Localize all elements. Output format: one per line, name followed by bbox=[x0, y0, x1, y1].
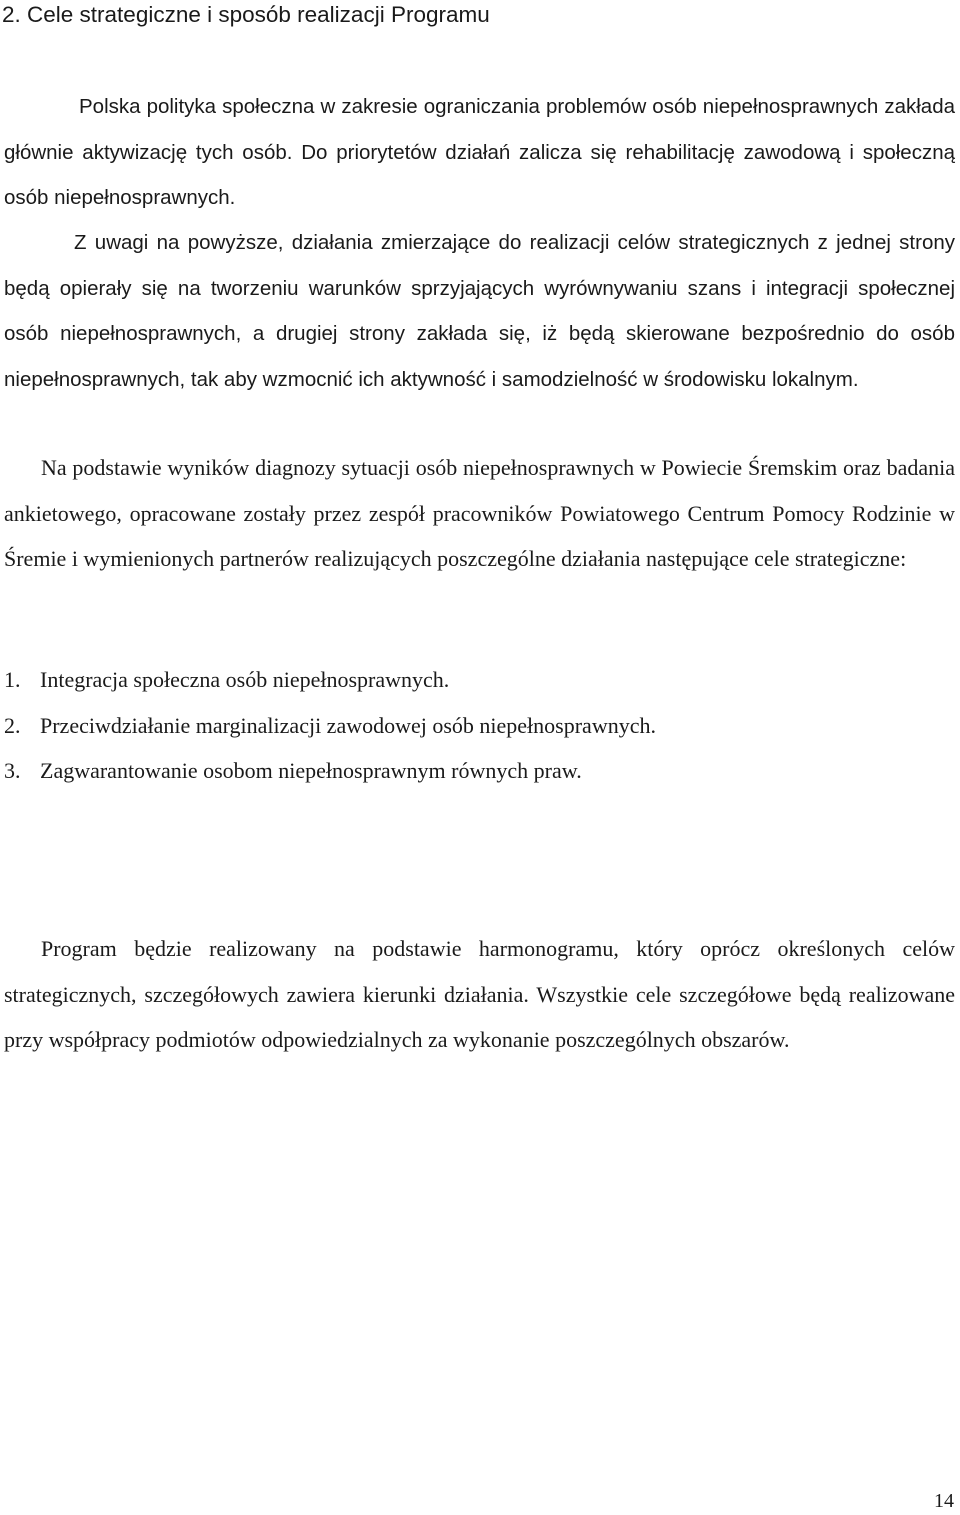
list-item-number: 1. bbox=[4, 667, 21, 692]
paragraph-policy-overview: Polska polityka społeczna w zakresie ograniczania problemów osób niepełnosprawnych zakłada głównie aktywizację tych osób. Do priorytetów działań zalicza się rehabilitację zawodową i społeczną osób niepełnosprawnych. bbox=[4, 95, 955, 209]
list-item-text: Zagwarantowanie osobom niepełnosprawnym równych praw. bbox=[40, 758, 582, 783]
list-item bbox=[4, 748, 955, 794]
list-item bbox=[4, 703, 955, 749]
page-number: 14 bbox=[934, 1490, 954, 1512]
paragraph-program-implementation: Program będzie realizowany na podstawie harmonogramu, który oprócz określonych celów strategicznych, szczegółowych zawiera kierunki działania. Wszystkie cele szczegółowe będą realizowane przy współpracy podmiotów odpowiedzialnych za wykonanie poszczególnych obszarów. bbox=[4, 936, 955, 1052]
list-item bbox=[4, 657, 955, 703]
list-item-number: 3. bbox=[4, 758, 21, 783]
list-item-text: Integracja społeczna osób niepełnosprawnych. bbox=[40, 667, 450, 692]
paragraph-actions-description: Z uwagi na powyższe, działania zmierzające do realizacji celów strategicznych z jednej strony będą opierały się na tworzeniu warunków sprzyjających wyrównywaniu szans i integracji społecznej osób niepełnosprawnych, a drugiej strony zakłada się, iż będą skierowane bezpośrednio do osób niepełnosprawnych, tak aby wzmocnić ich aktywność i samodzielność w środowisku lokalnym. bbox=[4, 231, 955, 391]
section-heading: 2. Cele strategiczne i sposób realizacji Programu bbox=[2, 2, 490, 27]
strategic-goals-list bbox=[4, 657, 955, 794]
list-item-text: Przeciwdziałanie marginalizacji zawodowej osób niepełnosprawnych. bbox=[40, 712, 656, 738]
paragraph-diagnosis-basis: Na podstawie wyników diagnozy sytuacji osób niepełnosprawnych w Powiecie Śremskim oraz badania ankietowego, opracowane zostały przez zespół pracowników Powiatowego Centrum Pomocy Rodzinie w Śremie i wymienionych partnerów realizujących poszczególne działania następujące cele strategiczne: bbox=[4, 455, 955, 571]
list-item-number: 2. bbox=[4, 712, 21, 738]
